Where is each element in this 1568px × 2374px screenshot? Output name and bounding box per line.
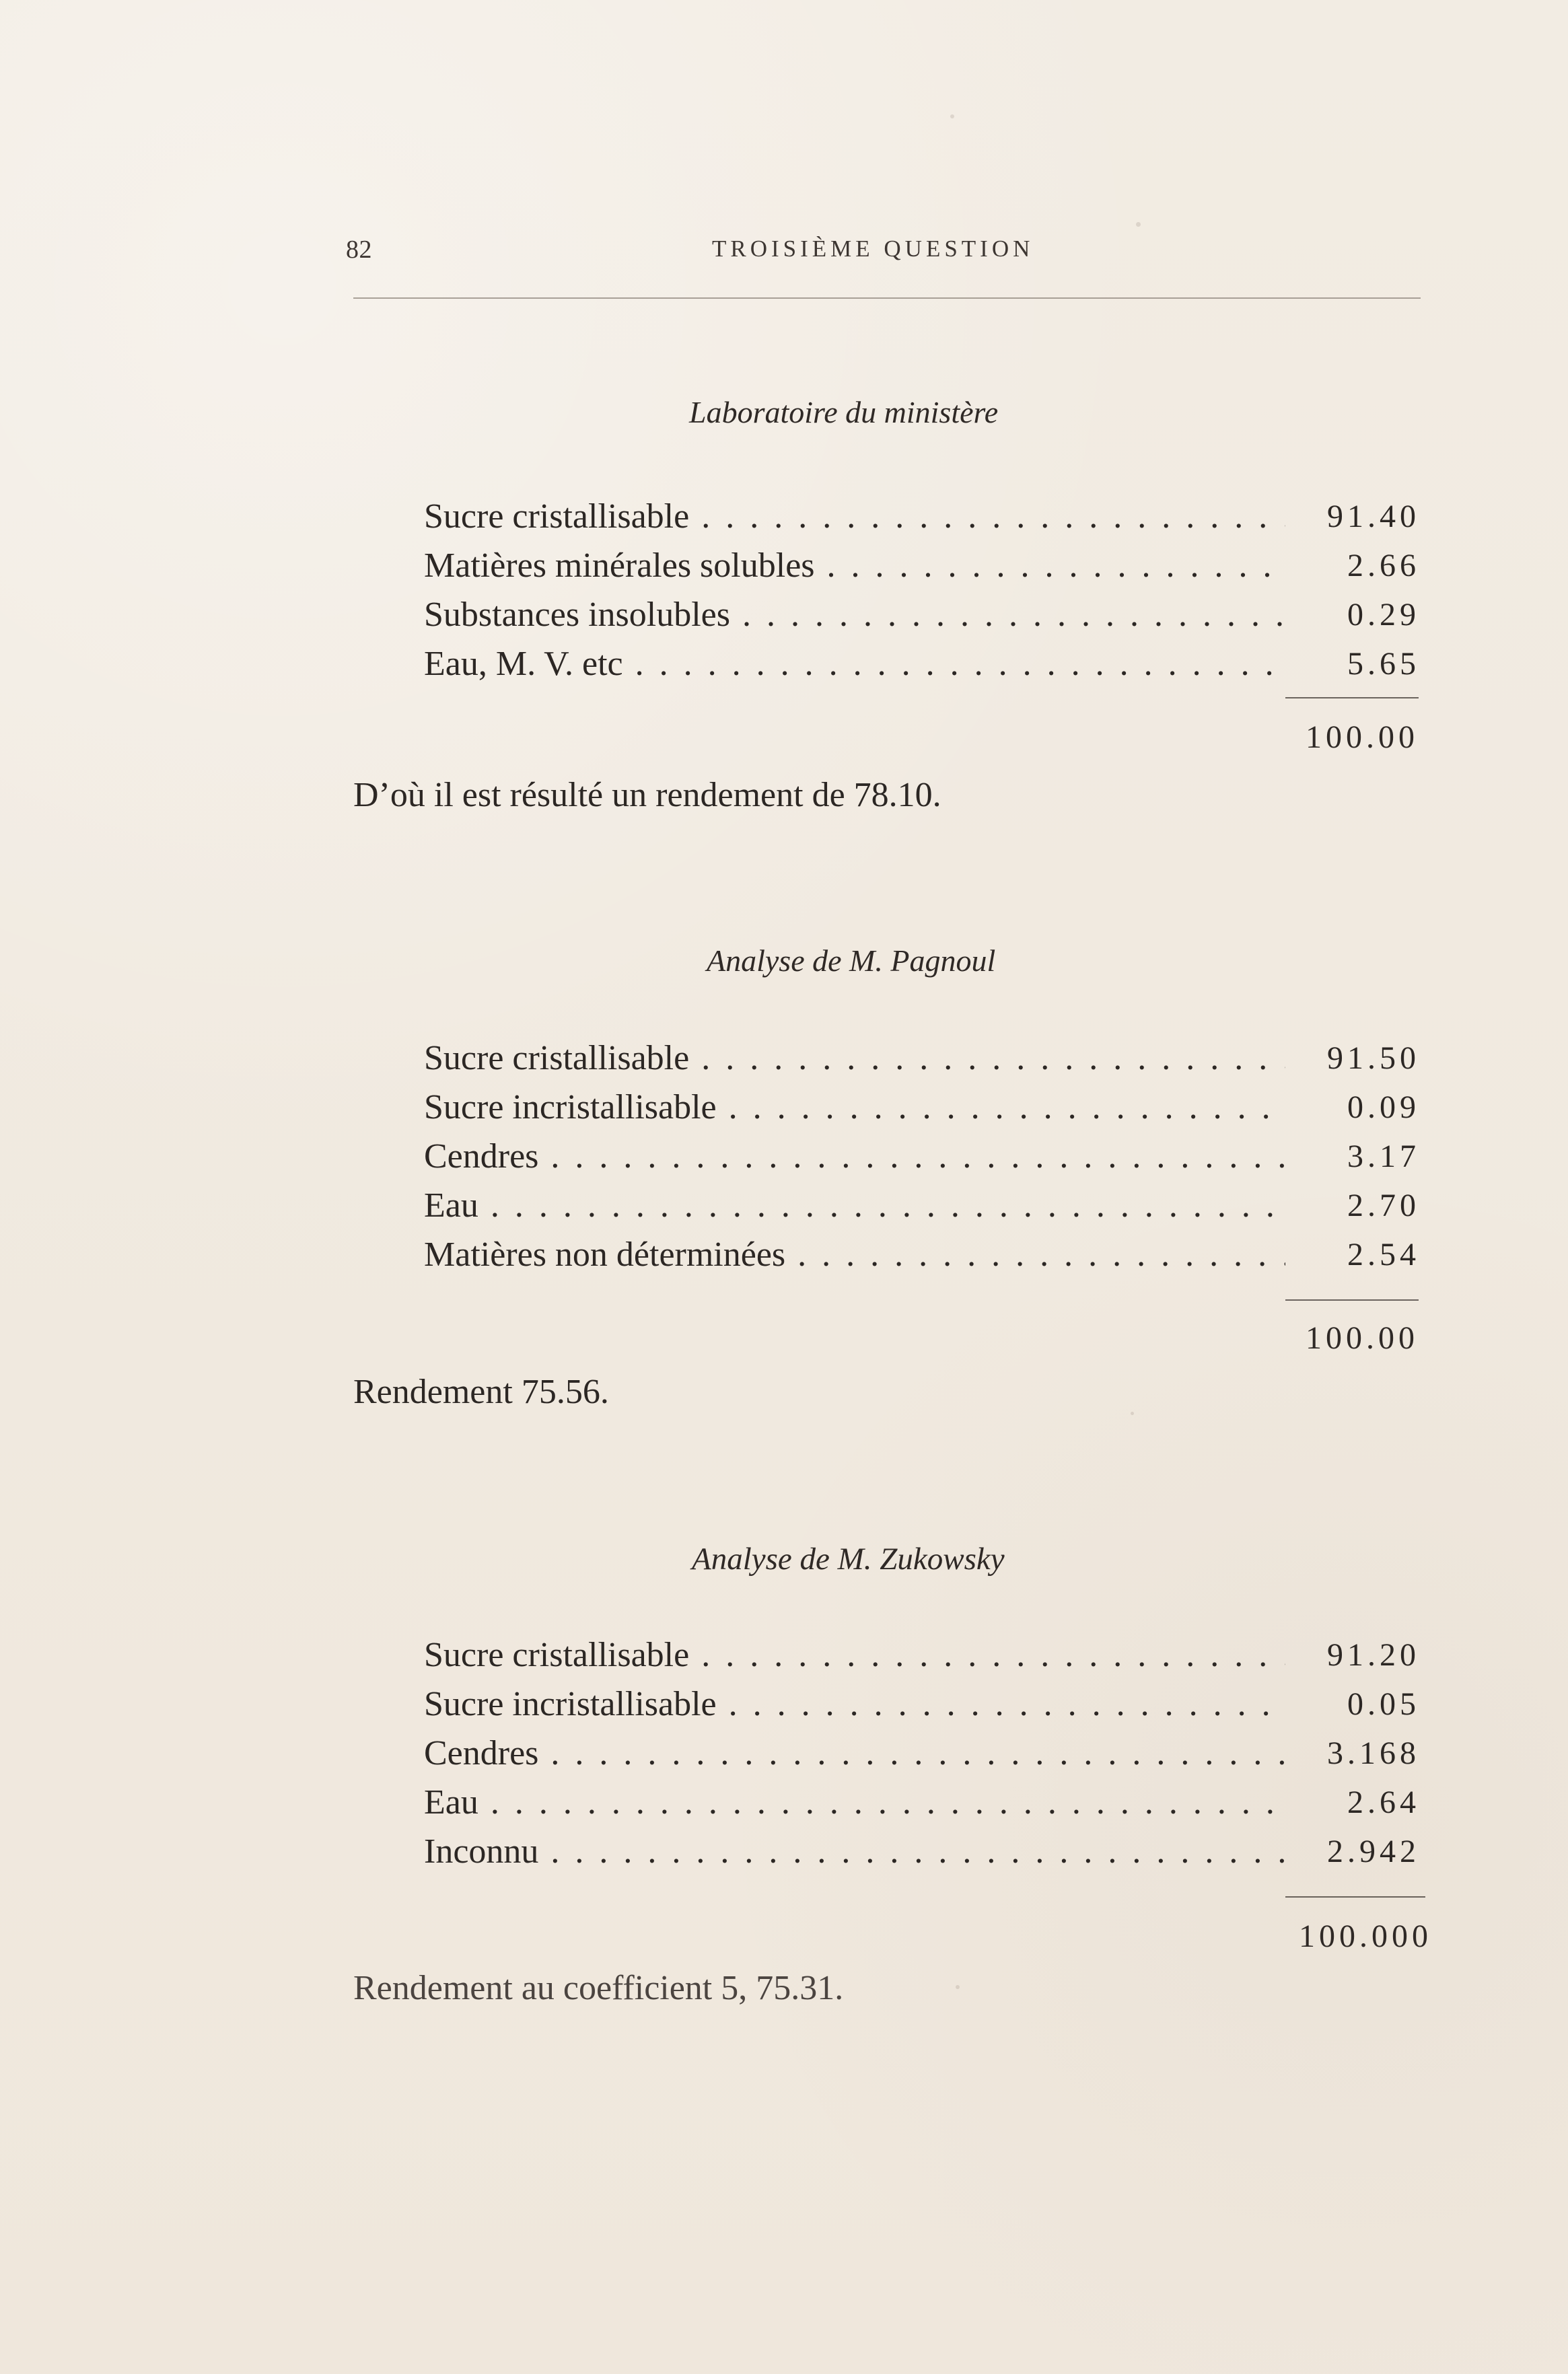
entry-label-cendres-2: Cendres . . . [424,1139,1285,1174]
result-pagnoul: Rendement 75.56. [353,1373,609,1411]
entry-value-eau-mv-etc: 5.65 [1347,646,1420,682]
entry-label-cendres-3: Cendres . . . [424,1736,1285,1771]
entry-value-substances-insolubles: 0.29 [1347,597,1420,633]
entry-value-sucre-incristallisable-3: 0.05 [1347,1686,1420,1722]
entry-label-eau-3: Eau . . . [424,1785,1285,1820]
entry-label-substances-insolubles: Substances insolubles . . . [424,598,1285,633]
entry-value-inconnu: 2.942 [1327,1834,1420,1869]
running-header-title: TROISIÈME QUESTION [712,236,1034,262]
section-title-pagnoul: Analyse de M. Pagnoul [707,943,996,978]
entry-label-inconnu: Inconnu . . . [424,1834,1285,1869]
entry-value-sucre-cristallisable-3: 91.20 [1327,1637,1420,1673]
sum-rule-laboratoire [1285,697,1419,698]
entry-value-matieres-non-determinees: 2.54 [1347,1237,1420,1272]
entry-value-cendres-2: 3.17 [1347,1139,1420,1174]
total-pagnoul: 100.00 [1306,1320,1419,1356]
entry-label-eau-mv-etc: Eau, M. V. etc . . . [424,647,1285,682]
sum-rule-zukowsky [1285,1896,1425,1898]
entry-value-eau-2: 2.70 [1347,1188,1420,1223]
entry-value-sucre-cristallisable-2: 91.50 [1327,1040,1420,1076]
entry-label-sucre-cristallisable-3: Sucre cristallisable . . . [424,1638,1285,1673]
entry-value-cendres-3: 3.168 [1327,1735,1420,1771]
paper-speck [950,114,954,118]
entry-value-sucre-cristallisable-1: 91.40 [1327,499,1420,534]
paper-speck [956,1985,960,1989]
entry-label-sucre-cristallisable-1: Sucre cristallisable . . . [424,499,1285,534]
entry-label-matieres-non-determinees: Matières non déterminées . . . [424,1237,1285,1272]
section-title-laboratoire: Laboratoire du ministère [689,395,999,429]
entry-label-matieres-minerales-solubles: Matières minérales solubles . . . [424,548,1285,583]
entry-label-sucre-incristallisable-3: Sucre incristallisable . . . [424,1687,1285,1722]
section-title-zukowsky: Analyse de M. Zukowsky [692,1542,1005,1577]
entry-label-sucre-incristallisable-2: Sucre incristallisable . . . [424,1090,1285,1125]
entry-value-eau-3: 2.64 [1347,1785,1420,1820]
sum-rule-pagnoul [1285,1299,1419,1301]
total-laboratoire: 100.00 [1306,719,1419,755]
paper-speck [1131,1412,1134,1415]
result-zukowsky: Rendement au coefficient 5, 75.31. [353,1969,844,2007]
entry-value-matieres-minerales-solubles: 2.66 [1347,548,1420,583]
paper-speck [1136,222,1141,227]
total-zukowsky: 100.000 [1299,1918,1432,1954]
entry-value-sucre-incristallisable-2: 0.09 [1347,1089,1420,1125]
page-number: 82 [346,236,372,264]
header-rule [353,297,1421,299]
result-laboratoire: D’où il est résulté un rendement de 78.10. [353,776,941,814]
entry-label-sucre-cristallisable-2: Sucre cristallisable . . . [424,1041,1285,1076]
entry-label-eau-2: Eau . . . [424,1188,1285,1223]
